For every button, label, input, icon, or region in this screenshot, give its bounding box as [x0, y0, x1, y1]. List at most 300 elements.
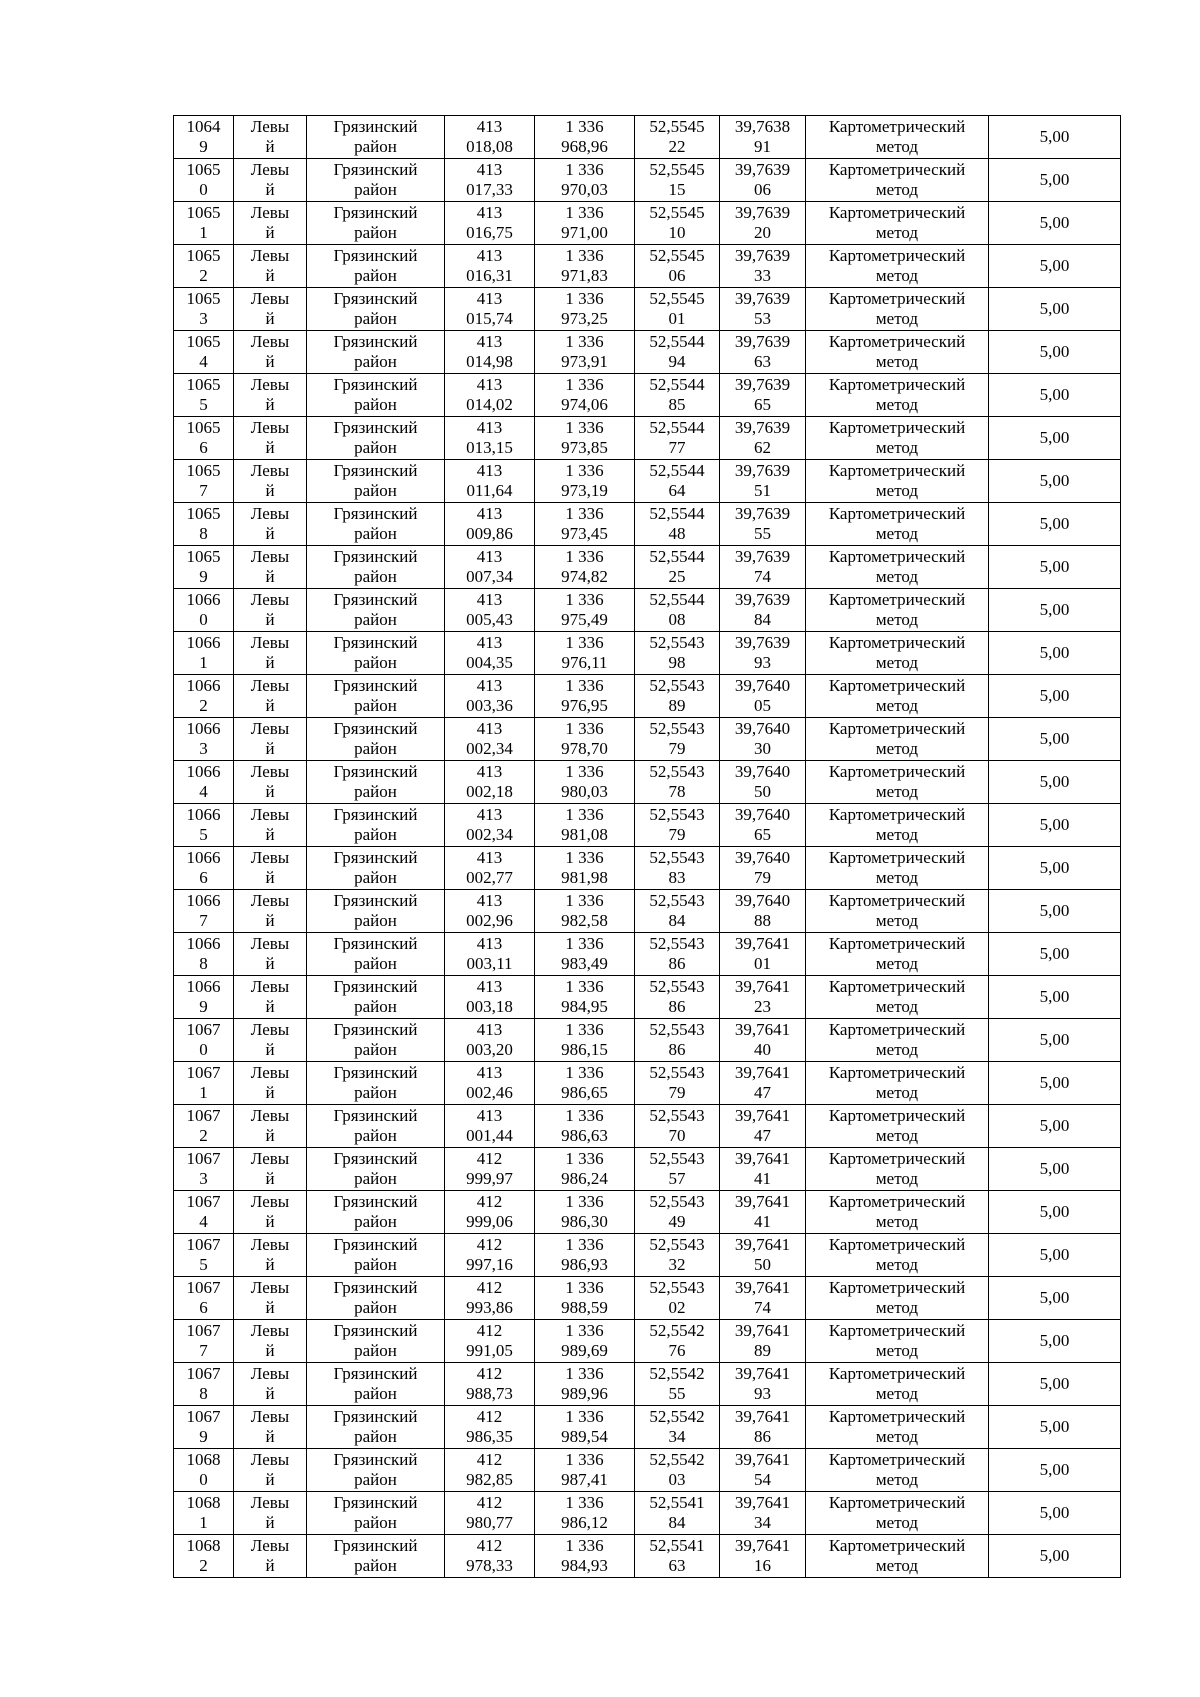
district-cell	[307, 1363, 445, 1406]
side-cell	[234, 976, 307, 1019]
latitude-cell	[635, 804, 720, 847]
method-cell	[806, 1363, 989, 1406]
longitude-cell	[720, 417, 806, 460]
method-cell-line: Картометрический	[828, 805, 966, 824]
table-row	[174, 632, 1121, 675]
longitude-cell-line: 39,7640	[734, 891, 791, 910]
latitude-cell-line: 10	[668, 223, 686, 242]
x-coordinate-cell	[445, 1363, 535, 1406]
method-cell	[806, 331, 989, 374]
accuracy-cell: 5,00	[989, 1191, 1121, 1234]
side-cell-line: й	[265, 1556, 275, 1575]
longitude-cell	[720, 890, 806, 933]
district-cell-line: район	[354, 352, 397, 371]
side-cell-line: й	[265, 868, 275, 887]
latitude-cell-line: 52,5544	[649, 332, 705, 351]
x-coordinate-cell-line: 980,77	[466, 1513, 513, 1532]
point-number-cell-line: 1066	[186, 633, 221, 652]
side-cell-line: й	[265, 180, 275, 199]
district-cell-line: Грязинский	[333, 1020, 418, 1039]
x-coordinate-cell-line: 014,02	[466, 395, 513, 414]
method-cell-line: Картометрический	[828, 676, 966, 695]
district-cell-line: район	[354, 567, 397, 586]
point-number-cell	[174, 1062, 234, 1105]
x-coordinate-cell-line: 412	[476, 1278, 503, 1297]
x-coordinate-cell-line: 986,35	[466, 1427, 513, 1446]
latitude-cell-line: 52,5543	[649, 1020, 705, 1039]
latitude-cell	[635, 1535, 720, 1578]
side-cell-line: Левы	[250, 547, 290, 566]
district-cell-line: район	[354, 610, 397, 629]
district-cell	[307, 1019, 445, 1062]
longitude-cell-line: 39,7641	[734, 1321, 791, 1340]
point-number-cell-line: 1067	[186, 1321, 221, 1340]
y-coordinate-cell-line: 1 336	[565, 504, 604, 523]
latitude-cell	[635, 976, 720, 1019]
x-coordinate-cell	[445, 116, 535, 159]
y-coordinate-cell-line: 984,93	[561, 1556, 608, 1575]
table-row	[174, 890, 1121, 933]
side-cell-line: Левы	[250, 1450, 290, 1469]
method-cell-line: Картометрический	[828, 1407, 966, 1426]
longitude-cell-line: 01	[754, 954, 771, 973]
district-cell	[307, 933, 445, 976]
district-cell	[307, 460, 445, 503]
x-coordinate-cell	[445, 288, 535, 331]
longitude-cell	[720, 1191, 806, 1234]
longitude-cell-line: 40	[754, 1040, 771, 1059]
latitude-cell-line: 52,5545	[649, 203, 705, 222]
x-coordinate-cell-line: 004,35	[466, 653, 513, 672]
method-cell-line: метод	[875, 1470, 919, 1489]
side-cell-line: й	[265, 1513, 275, 1532]
y-coordinate-cell	[535, 1062, 635, 1105]
table-row	[174, 159, 1121, 202]
point-number-cell	[174, 288, 234, 331]
table-row	[174, 933, 1121, 976]
latitude-cell	[635, 374, 720, 417]
x-coordinate-cell-line: 001,44	[466, 1126, 513, 1145]
y-coordinate-cell-line: 1 336	[565, 332, 604, 351]
y-coordinate-cell	[535, 374, 635, 417]
district-cell-line: район	[354, 954, 397, 973]
longitude-cell-line: 89	[754, 1341, 771, 1360]
y-coordinate-cell	[535, 1234, 635, 1277]
y-coordinate-cell-line: 1 336	[565, 1450, 604, 1469]
x-coordinate-cell-line: 413	[476, 246, 503, 265]
point-number-cell-line: 9	[199, 1427, 208, 1446]
latitude-cell	[635, 1191, 720, 1234]
accuracy-cell: 5,00	[989, 1234, 1121, 1277]
district-cell	[307, 1535, 445, 1578]
point-number-cell-line: 4	[199, 1212, 208, 1231]
x-coordinate-cell-line: 413	[476, 117, 503, 136]
table-row	[174, 202, 1121, 245]
longitude-cell-line: 39,7639	[734, 590, 791, 609]
method-cell	[806, 1191, 989, 1234]
latitude-cell-line: 76	[668, 1341, 686, 1360]
latitude-cell-line: 52,5543	[649, 633, 705, 652]
longitude-cell-line: 50	[754, 1255, 771, 1274]
y-coordinate-cell-line: 1 336	[565, 676, 604, 695]
method-cell	[806, 288, 989, 331]
district-cell-line: Грязинский	[333, 891, 418, 910]
district-cell-line: район	[354, 1513, 397, 1532]
longitude-cell-line: 39,7641	[734, 1063, 791, 1082]
latitude-cell-line: 52,5543	[649, 1149, 705, 1168]
table-row	[174, 976, 1121, 1019]
district-cell-line: Грязинский	[333, 848, 418, 867]
longitude-cell-line: 39,7641	[734, 934, 791, 953]
longitude-cell-line: 47	[754, 1083, 771, 1102]
latitude-cell	[635, 1277, 720, 1320]
y-coordinate-cell-line: 973,25	[561, 309, 608, 328]
y-coordinate-cell-line: 1 336	[565, 1278, 604, 1297]
district-cell-line: Грязинский	[333, 719, 418, 738]
x-coordinate-cell	[445, 460, 535, 503]
side-cell-line: й	[265, 438, 275, 457]
x-coordinate-cell	[445, 804, 535, 847]
y-coordinate-cell-line: 1 336	[565, 1106, 604, 1125]
side-cell	[234, 761, 307, 804]
method-cell	[806, 976, 989, 1019]
y-coordinate-cell-line: 1 336	[565, 117, 604, 136]
district-cell-line: Грязинский	[333, 1493, 418, 1512]
point-number-cell	[174, 1277, 234, 1320]
table-row	[174, 1234, 1121, 1277]
longitude-cell-line: 06	[754, 180, 771, 199]
side-cell	[234, 202, 307, 245]
longitude-cell	[720, 1019, 806, 1062]
method-cell-line: метод	[875, 739, 919, 758]
longitude-cell	[720, 503, 806, 546]
side-cell-line: й	[265, 524, 275, 543]
x-coordinate-cell-line: 413	[476, 375, 503, 394]
point-number-cell	[174, 1535, 234, 1578]
longitude-cell-line: 39,7639	[734, 633, 791, 652]
point-number-cell-line: 7	[199, 911, 208, 930]
side-cell	[234, 460, 307, 503]
method-cell-line: Картометрический	[828, 1106, 966, 1125]
y-coordinate-cell	[535, 847, 635, 890]
longitude-cell-line: 65	[754, 825, 771, 844]
y-coordinate-cell-line: 981,98	[561, 868, 608, 887]
y-coordinate-cell-line: 1 336	[565, 1192, 604, 1211]
side-cell	[234, 1148, 307, 1191]
side-cell	[234, 1363, 307, 1406]
latitude-cell-line: 86	[668, 954, 686, 973]
x-coordinate-cell-line: 412	[476, 1450, 503, 1469]
y-coordinate-cell-line: 973,91	[561, 352, 608, 371]
table-row	[174, 460, 1121, 503]
accuracy-cell: 5,00	[989, 1535, 1121, 1578]
district-cell-line: район	[354, 653, 397, 672]
point-number-cell-line: 1068	[186, 1493, 221, 1512]
method-cell-line: Картометрический	[828, 246, 966, 265]
x-coordinate-cell-line: 413	[476, 891, 503, 910]
longitude-cell	[720, 632, 806, 675]
y-coordinate-cell	[535, 417, 635, 460]
side-cell	[234, 1320, 307, 1363]
latitude-cell-line: 79	[668, 1083, 686, 1102]
y-coordinate-cell-line: 1 336	[565, 289, 604, 308]
x-coordinate-cell	[445, 1406, 535, 1449]
method-cell-line: Картометрический	[828, 332, 966, 351]
point-number-cell-line: 1067	[186, 1364, 221, 1383]
side-cell	[234, 288, 307, 331]
latitude-cell	[635, 1406, 720, 1449]
y-coordinate-cell-line: 982,58	[561, 911, 608, 930]
point-number-cell	[174, 632, 234, 675]
longitude-cell-line: 39,7639	[734, 504, 791, 523]
latitude-cell-line: 79	[668, 739, 686, 758]
y-coordinate-cell	[535, 718, 635, 761]
point-number-cell-line: 1067	[186, 1063, 221, 1082]
x-coordinate-cell-line: 009,86	[466, 524, 513, 543]
point-number-cell-line: 3	[199, 309, 208, 328]
x-coordinate-cell-line: 991,05	[466, 1341, 513, 1360]
side-cell-line: й	[265, 1212, 275, 1231]
point-number-cell	[174, 589, 234, 632]
side-cell-line: Левы	[250, 117, 290, 136]
district-cell-line: район	[354, 481, 397, 500]
latitude-cell-line: 79	[668, 825, 686, 844]
x-coordinate-cell-line: 413	[476, 332, 503, 351]
district-cell	[307, 1191, 445, 1234]
latitude-cell-line: 22	[668, 137, 686, 156]
point-number-cell-line: 1066	[186, 848, 221, 867]
y-coordinate-cell-line: 974,06	[561, 395, 608, 414]
point-number-cell-line: 2	[199, 266, 208, 285]
y-coordinate-cell	[535, 460, 635, 503]
x-coordinate-cell-line: 412	[476, 1407, 503, 1426]
method-cell	[806, 417, 989, 460]
accuracy-cell: 5,00	[989, 675, 1121, 718]
side-cell	[234, 589, 307, 632]
side-cell-line: й	[265, 352, 275, 371]
method-cell-line: Картометрический	[828, 1321, 966, 1340]
point-number-cell-line: 1067	[186, 1149, 221, 1168]
accuracy-cell: 5,00	[989, 374, 1121, 417]
y-coordinate-cell	[535, 933, 635, 976]
point-number-cell-line: 1066	[186, 719, 221, 738]
district-cell-line: район	[354, 1126, 397, 1145]
district-cell	[307, 288, 445, 331]
x-coordinate-cell	[445, 1234, 535, 1277]
table-row	[174, 804, 1121, 847]
accuracy-cell: 5,00	[989, 288, 1121, 331]
district-cell-line: район	[354, 1470, 397, 1489]
x-coordinate-cell	[445, 1320, 535, 1363]
x-coordinate-cell	[445, 245, 535, 288]
longitude-cell-line: 39,7640	[734, 676, 791, 695]
x-coordinate-cell	[445, 417, 535, 460]
side-cell-line: Левы	[250, 332, 290, 351]
district-cell	[307, 1492, 445, 1535]
side-cell-line: Левы	[250, 1536, 290, 1555]
method-cell-line: Картометрический	[828, 1192, 966, 1211]
longitude-cell	[720, 761, 806, 804]
district-cell	[307, 589, 445, 632]
method-cell	[806, 1535, 989, 1578]
y-coordinate-cell	[535, 503, 635, 546]
method-cell-line: метод	[875, 1212, 919, 1231]
table-row	[174, 116, 1121, 159]
point-number-cell-line: 1064	[186, 117, 221, 136]
district-cell-line: Грязинский	[333, 977, 418, 996]
accuracy-cell: 5,00	[989, 202, 1121, 245]
x-coordinate-cell-line: 002,77	[466, 868, 513, 887]
point-number-cell-line: 1067	[186, 1020, 221, 1039]
method-cell	[806, 1320, 989, 1363]
y-coordinate-cell-line: 975,49	[561, 610, 608, 629]
y-coordinate-cell-line: 987,41	[561, 1470, 608, 1489]
latitude-cell	[635, 417, 720, 460]
point-number-cell-line: 1066	[186, 891, 221, 910]
x-coordinate-cell	[445, 503, 535, 546]
district-cell-line: Грязинский	[333, 289, 418, 308]
latitude-cell-line: 52,5544	[649, 590, 705, 609]
latitude-cell-line: 52,5543	[649, 1063, 705, 1082]
district-cell-line: Грязинский	[333, 1321, 418, 1340]
district-cell-line: Грязинский	[333, 805, 418, 824]
latitude-cell-line: 86	[668, 1040, 686, 1059]
district-cell-line: Грязинский	[333, 332, 418, 351]
y-coordinate-cell-line: 986,15	[561, 1040, 608, 1059]
x-coordinate-cell-line: 016,31	[466, 266, 513, 285]
side-cell-line: й	[265, 1040, 275, 1059]
longitude-cell	[720, 1363, 806, 1406]
y-coordinate-cell-line: 988,59	[561, 1298, 608, 1317]
side-cell-line: й	[265, 481, 275, 500]
district-cell-line: район	[354, 223, 397, 242]
x-coordinate-cell	[445, 761, 535, 804]
y-coordinate-cell-line: 984,95	[561, 997, 608, 1016]
y-coordinate-cell-line: 1 336	[565, 1536, 604, 1555]
side-cell-line: й	[265, 696, 275, 715]
side-cell	[234, 159, 307, 202]
y-coordinate-cell-line: 986,63	[561, 1126, 608, 1145]
table-row	[174, 1019, 1121, 1062]
latitude-cell-line: 85	[668, 395, 686, 414]
x-coordinate-cell-line: 413	[476, 461, 503, 480]
longitude-cell-line: 41	[754, 1212, 771, 1231]
x-coordinate-cell-line: 002,34	[466, 739, 513, 758]
longitude-cell-line: 39,7639	[734, 289, 791, 308]
longitude-cell	[720, 245, 806, 288]
latitude-cell	[635, 331, 720, 374]
latitude-cell-line: 84	[668, 911, 686, 930]
point-number-cell-line: 1	[199, 1513, 208, 1532]
y-coordinate-cell	[535, 202, 635, 245]
y-coordinate-cell	[535, 761, 635, 804]
district-cell-line: Грязинский	[333, 1235, 418, 1254]
longitude-cell-line: 34	[754, 1513, 771, 1532]
method-cell	[806, 890, 989, 933]
longitude-cell	[720, 1449, 806, 1492]
method-cell-line: Картометрический	[828, 891, 966, 910]
table-row	[174, 1148, 1121, 1191]
side-cell	[234, 1191, 307, 1234]
y-coordinate-cell-line: 1 336	[565, 461, 604, 480]
longitude-cell-line: 33	[754, 266, 771, 285]
point-number-cell-line: 0	[199, 180, 208, 199]
longitude-cell	[720, 1105, 806, 1148]
point-number-cell-line: 1	[199, 1083, 208, 1102]
y-coordinate-cell-line: 976,11	[561, 653, 608, 672]
x-coordinate-cell-line: 014,98	[466, 352, 513, 371]
longitude-cell-line: 55	[754, 524, 771, 543]
district-cell-line: район	[354, 1298, 397, 1317]
method-cell-line: метод	[875, 1083, 919, 1102]
method-cell-line: метод	[875, 911, 919, 930]
x-coordinate-cell	[445, 1191, 535, 1234]
district-cell-line: Грязинский	[333, 762, 418, 781]
side-cell-line: й	[265, 1427, 275, 1446]
latitude-cell-line: 57	[668, 1169, 686, 1188]
method-cell	[806, 675, 989, 718]
longitude-cell-line: 39,7639	[734, 375, 791, 394]
y-coordinate-cell	[535, 804, 635, 847]
point-number-cell	[174, 1449, 234, 1492]
latitude-cell-line: 89	[668, 696, 686, 715]
latitude-cell-line: 52,5545	[649, 117, 705, 136]
side-cell-line: й	[265, 266, 275, 285]
accuracy-cell: 5,00	[989, 589, 1121, 632]
side-cell	[234, 718, 307, 761]
longitude-cell-line: 39,7641	[734, 1407, 791, 1426]
longitude-cell-line: 39,7641	[734, 1192, 791, 1211]
table-row	[174, 1105, 1121, 1148]
latitude-cell-line: 25	[668, 567, 686, 586]
side-cell-line: й	[265, 567, 275, 586]
point-number-cell	[174, 546, 234, 589]
point-number-cell-line: 1067	[186, 1235, 221, 1254]
point-number-cell	[174, 1019, 234, 1062]
side-cell-line: й	[265, 309, 275, 328]
longitude-cell	[720, 804, 806, 847]
longitude-cell-line: 65	[754, 395, 771, 414]
x-coordinate-cell-line: 005,43	[466, 610, 513, 629]
accuracy-cell: 5,00	[989, 718, 1121, 761]
longitude-cell-line: 74	[754, 567, 771, 586]
district-cell-line: Грязинский	[333, 418, 418, 437]
y-coordinate-cell-line: 1 336	[565, 805, 604, 824]
latitude-cell	[635, 632, 720, 675]
latitude-cell-line: 70	[668, 1126, 686, 1145]
latitude-cell-line: 52,5543	[649, 1106, 705, 1125]
method-cell-line: Картометрический	[828, 117, 966, 136]
latitude-cell	[635, 933, 720, 976]
side-cell-line: Левы	[250, 1407, 290, 1426]
x-coordinate-cell	[445, 847, 535, 890]
table-row	[174, 417, 1121, 460]
latitude-cell-line: 15	[668, 180, 686, 199]
point-number-cell-line: 4	[199, 782, 208, 801]
table-row	[174, 761, 1121, 804]
latitude-cell-line: 98	[668, 653, 686, 672]
point-number-cell	[174, 159, 234, 202]
table-row	[174, 1320, 1121, 1363]
method-cell-line: метод	[875, 1298, 919, 1317]
side-cell-line: Левы	[250, 805, 290, 824]
x-coordinate-cell-line: 413	[476, 762, 503, 781]
district-cell	[307, 503, 445, 546]
side-cell-line: Левы	[250, 676, 290, 695]
point-number-cell-line: 4	[199, 352, 208, 371]
point-number-cell-line: 2	[199, 1126, 208, 1145]
table-row	[174, 1492, 1121, 1535]
